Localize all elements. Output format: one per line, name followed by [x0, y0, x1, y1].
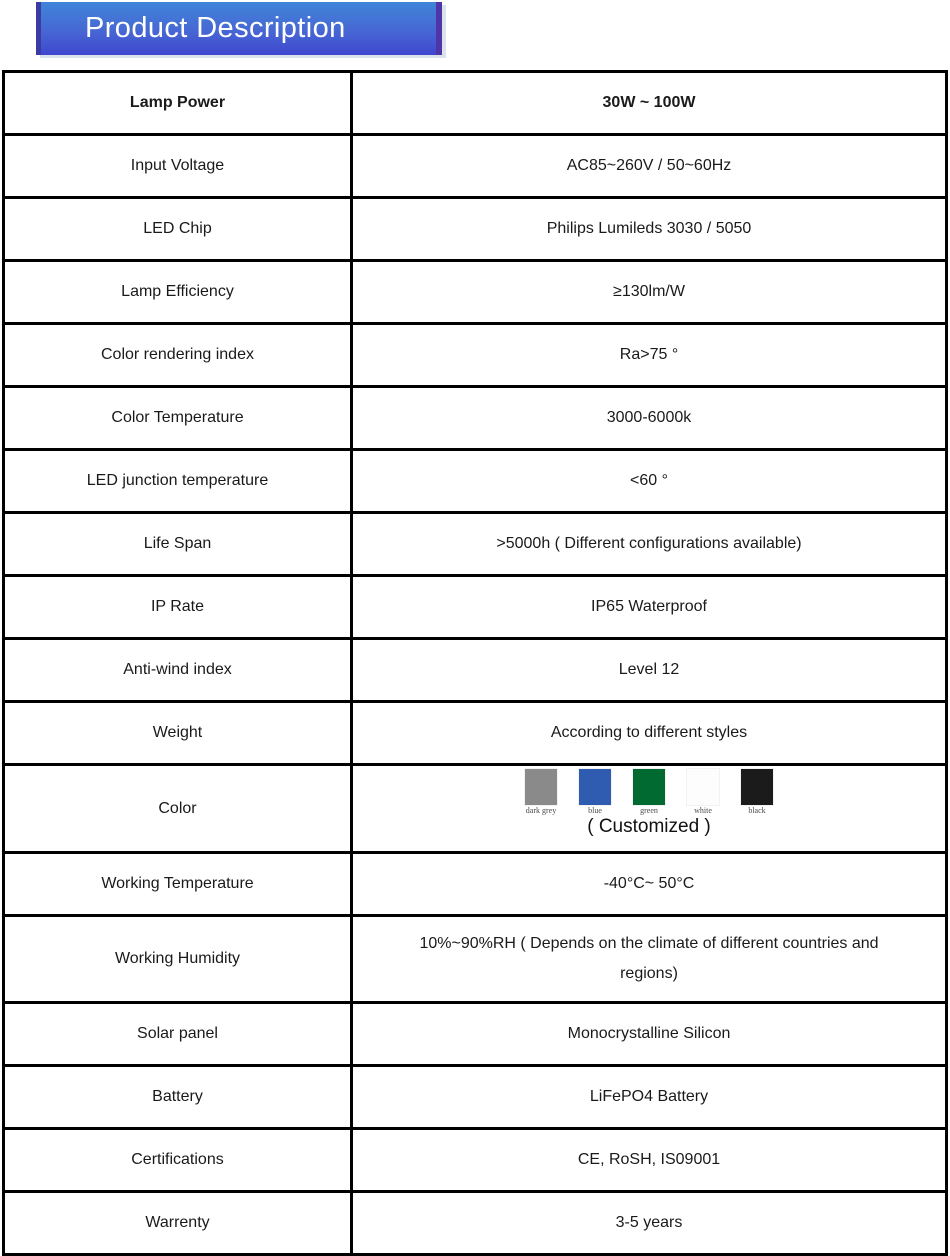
color-chip-blue	[579, 769, 611, 805]
spec-value: LiFePO4 Battery	[352, 1066, 947, 1129]
table-row	[4, 513, 947, 576]
spec-value: IP65 Waterproof	[352, 576, 947, 639]
table-row	[4, 702, 947, 765]
spec-label: LED junction temperature	[4, 450, 352, 513]
page-title: Product Description	[85, 12, 346, 44]
spec-value: ≥130lm/W	[352, 261, 947, 324]
spec-label: IP Rate	[4, 576, 352, 639]
spec-value: Ra>75 °	[352, 324, 947, 387]
spec-value: 10%~90%RH ( Depends on the climate of different countries and regions)	[352, 916, 947, 1003]
color-options	[353, 765, 945, 839]
spec-label: Color	[4, 765, 352, 853]
table-row	[4, 576, 947, 639]
spec-value: -40°C~ 50°C	[352, 853, 947, 916]
color-chip-label: dark grey	[525, 806, 557, 815]
spec-label: Warrenty	[4, 1192, 352, 1255]
color-swatch	[625, 769, 673, 815]
table-row	[4, 1192, 947, 1255]
spec-label: Color Temperature	[4, 387, 352, 450]
spec-value: Monocrystalline Silicon	[352, 1003, 947, 1066]
spec-value: >5000h ( Different configurations available)	[352, 513, 947, 576]
table-row	[4, 916, 947, 1003]
spec-value-color	[352, 765, 947, 853]
table-row	[4, 135, 947, 198]
spec-label: Anti-wind index	[4, 639, 352, 702]
table-row	[4, 1066, 947, 1129]
spec-label: Life Span	[4, 513, 352, 576]
table-row	[4, 450, 947, 513]
color-swatch	[571, 769, 619, 815]
color-swatch	[733, 769, 781, 815]
color-swatch	[517, 769, 565, 815]
customized-note: ( Customized )	[587, 816, 711, 837]
color-chip-label: black	[748, 806, 766, 815]
spec-label: Working Temperature	[4, 853, 352, 916]
color-chip-label: green	[640, 806, 658, 815]
table-row	[4, 324, 947, 387]
spec-label: Certifications	[4, 1129, 352, 1192]
color-chip-label: blue	[588, 806, 602, 815]
section-banner	[36, 2, 442, 55]
spec-label: Battery	[4, 1066, 352, 1129]
table-row	[4, 639, 947, 702]
spec-value: Philips Lumileds 3030 / 5050	[352, 198, 947, 261]
color-chip-dark-grey	[525, 769, 557, 805]
spec-label: Lamp Efficiency	[4, 261, 352, 324]
table-row	[4, 261, 947, 324]
color-chip-green	[633, 769, 665, 805]
spec-label: Input Voltage	[4, 135, 352, 198]
color-swatch	[679, 769, 727, 815]
spec-value: AC85~260V / 50~60Hz	[352, 135, 947, 198]
color-chip-label: white	[694, 806, 712, 815]
spec-value: Level 12	[352, 639, 947, 702]
spec-label: Lamp Power	[4, 72, 352, 135]
table-row	[4, 387, 947, 450]
color-swatch-image	[514, 765, 784, 817]
table-row	[4, 72, 947, 135]
spec-value: According to different styles	[352, 702, 947, 765]
spec-label: Weight	[4, 702, 352, 765]
spec-label: LED Chip	[4, 198, 352, 261]
table-row	[4, 853, 947, 916]
product-spec-table	[2, 70, 948, 1256]
spec-value: CE, RoSH, IS09001	[352, 1129, 947, 1192]
spec-value: 30W ~ 100W	[352, 72, 947, 135]
spec-value: <60 °	[352, 450, 947, 513]
spec-value: 3-5 years	[352, 1192, 947, 1255]
table-row-color	[4, 765, 947, 853]
table-row	[4, 198, 947, 261]
color-chip-black	[741, 769, 773, 805]
spec-value: 3000-6000k	[352, 387, 947, 450]
spec-label: Working Humidity	[4, 916, 352, 1003]
table-row	[4, 1129, 947, 1192]
spec-label: Color rendering index	[4, 324, 352, 387]
table-row	[4, 1003, 947, 1066]
spec-label: Solar panel	[4, 1003, 352, 1066]
color-chip-white	[687, 769, 719, 805]
